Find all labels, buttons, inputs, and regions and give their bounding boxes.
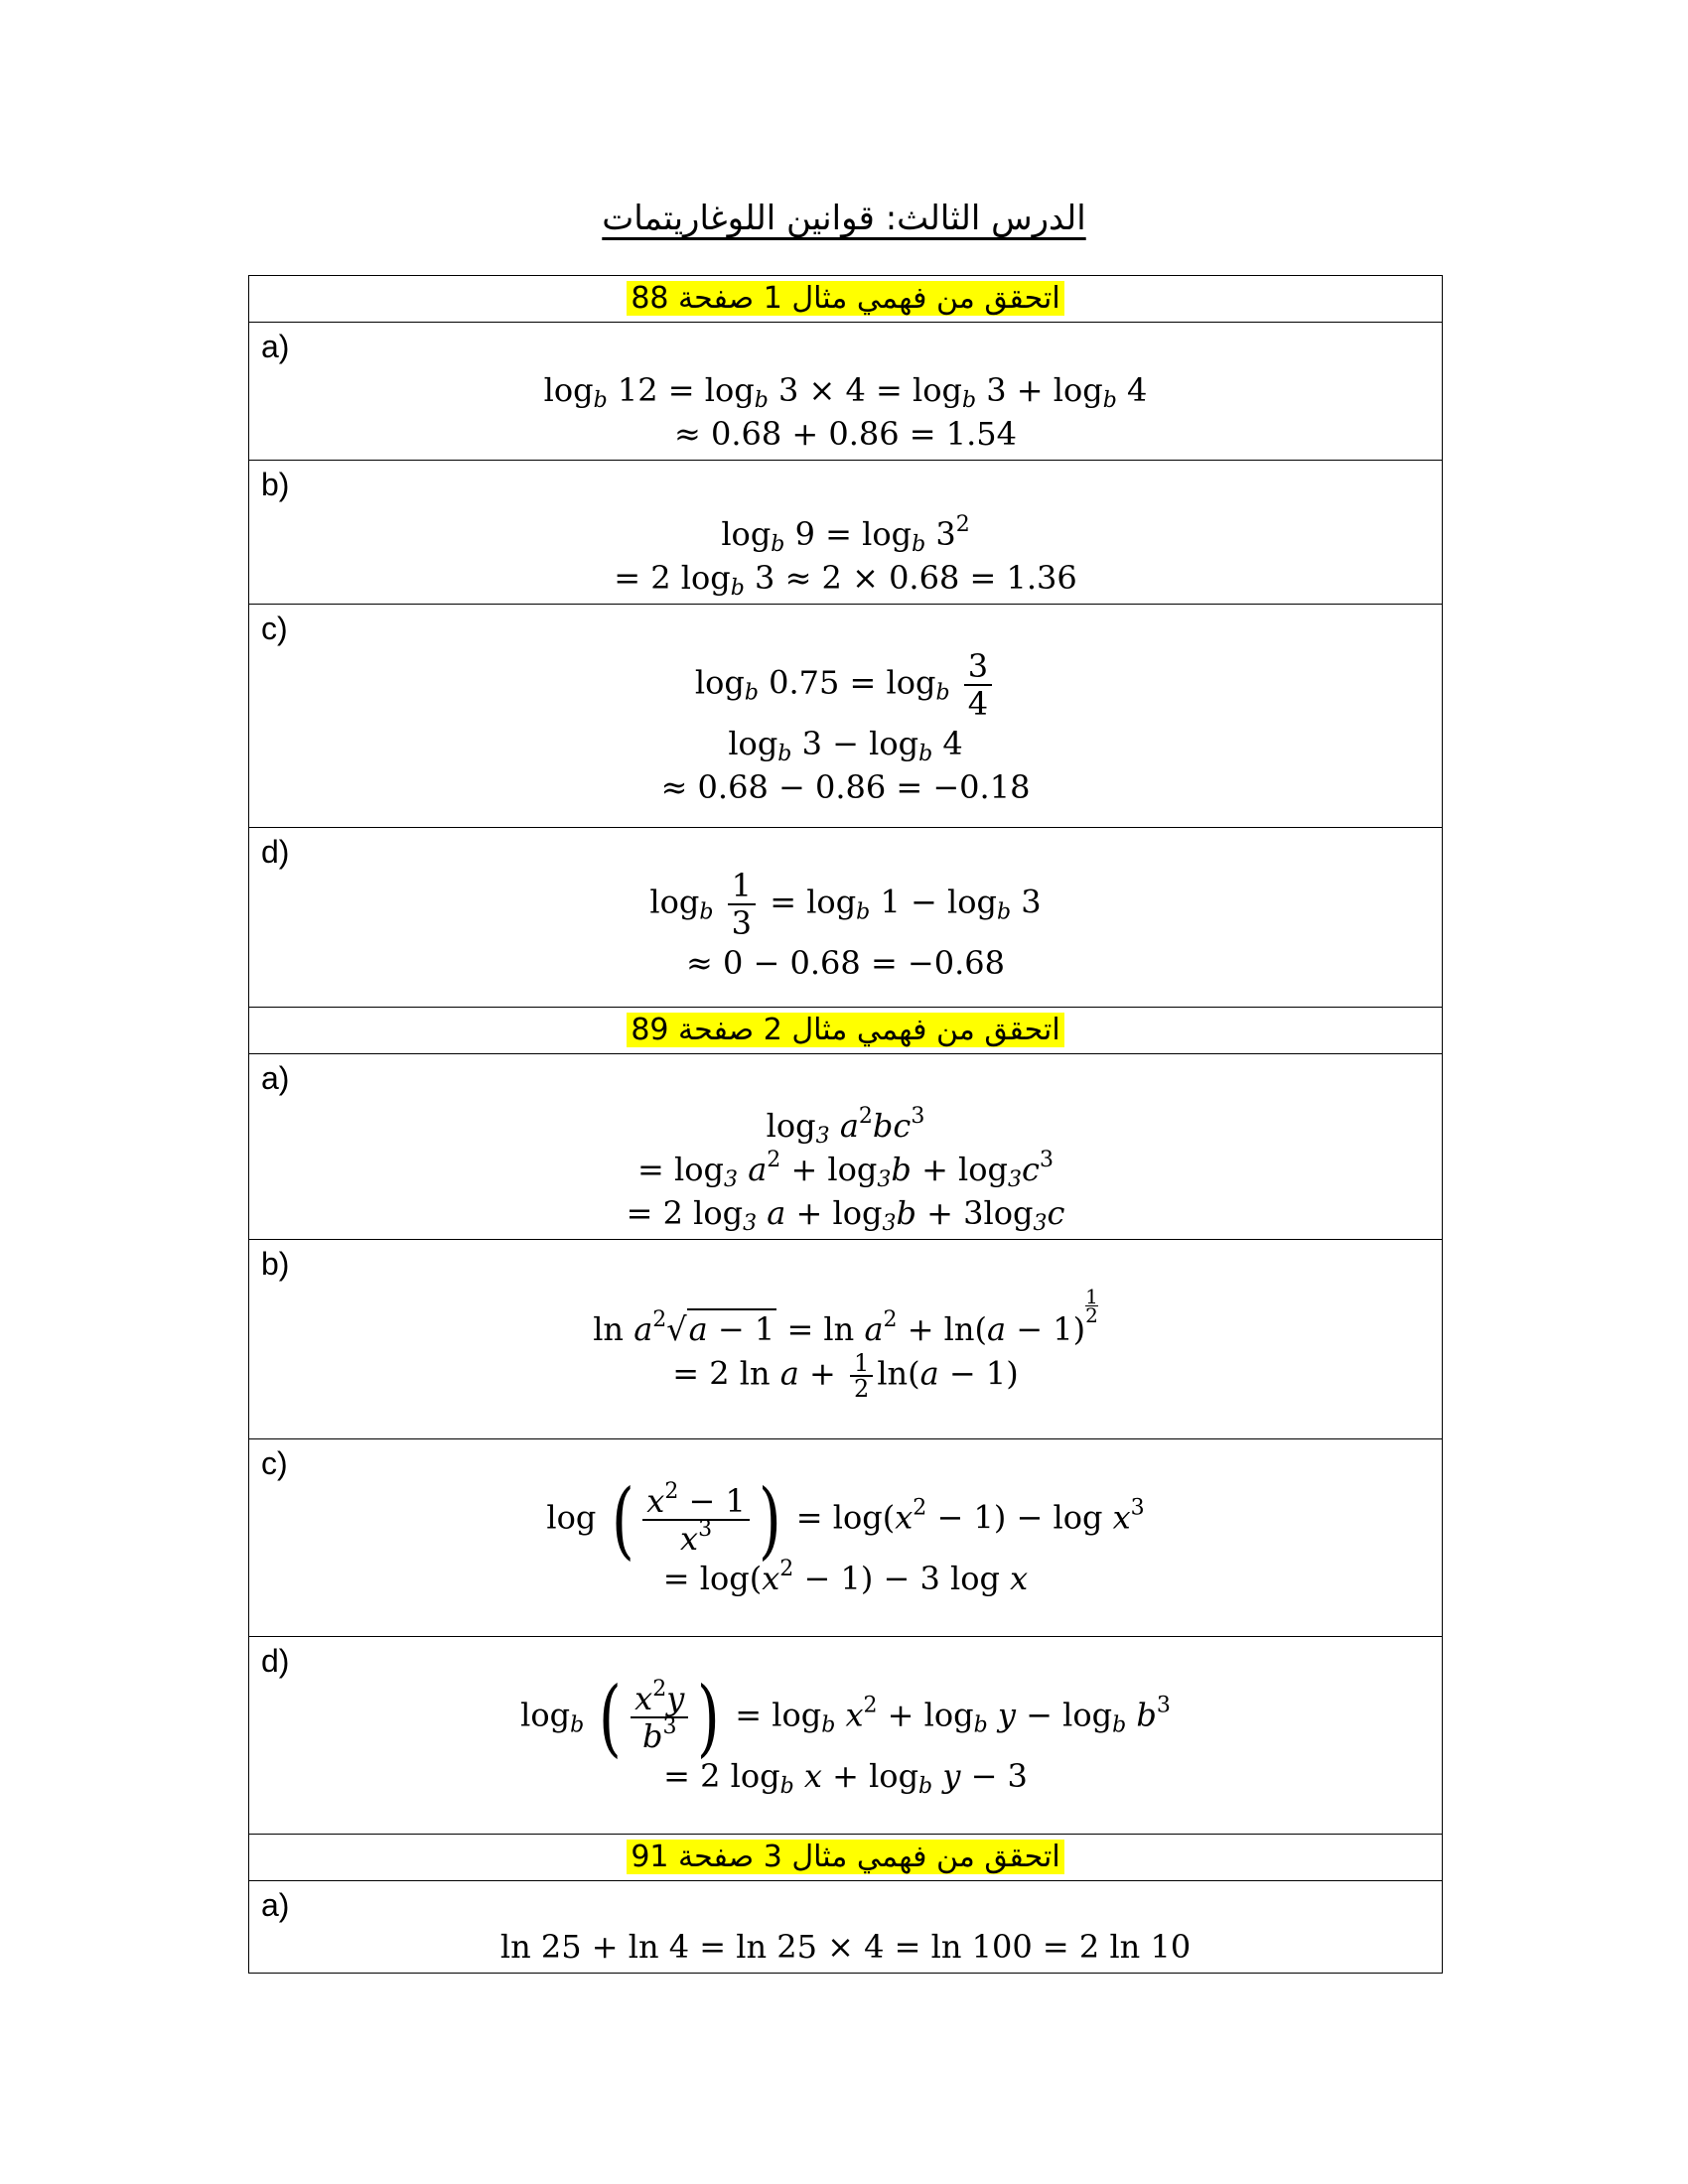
math-expression: $\ln a^2√a - 1 = \ln a^2 + \ln(a - 1)$ $\frac{1}{2}$ = 2 ln a + $\frac{1}{2}$ ln(a − 1) — [593, 1285, 1098, 1403]
exercise-label: a) — [261, 1887, 290, 1923]
exercise-label: c) — [261, 611, 288, 646]
section-header-row — [249, 1008, 1443, 1054]
math-expression: $\log_b$ $\frac{1}{3}$ = $\log_b 1 - \log_b 3$ ≈ 0 − 0.68 = −0.68 — [649, 867, 1042, 982]
section-header: اتحقق من فهمي مثال 2 صفحة 89 — [627, 1013, 1063, 1047]
exercise-row — [249, 1439, 1443, 1637]
exercise-label: d) — [261, 834, 290, 870]
page-title — [0, 199, 1688, 238]
exercise-label: b) — [261, 467, 290, 502]
exercise-row — [249, 1240, 1443, 1439]
math-expression: $\log_b$ ( $\frac{x^2y}{b^3}$ ) = $\log_b x^2 + \log_b y - \log_b b^3$ = 2 $\log_b x + \log_b y - 3$ — [520, 1669, 1171, 1799]
exercise-row — [249, 828, 1443, 1008]
page-title-text: الدرس الثالث: قوانين اللوغاريتمات — [602, 199, 1086, 238]
exercise-row — [249, 605, 1443, 828]
math-expression: ln 25 + ln 4 = ln 25 × 4 = ln 100 = 2 ln 10 — [499, 1928, 1192, 1966]
exercise-row — [249, 1881, 1443, 1974]
math-expression: $\log_b 0.75 = \log_b$ $\frac{3}{4}$ $\log_b 3 - \log_b 4$ ≈ 0.68 − 0.86 = −0.18 — [660, 647, 1031, 806]
exercise-label: a) — [261, 1060, 290, 1096]
math-expression: $\log_b 12 = \log_b 3 \times 4 = \log_b 3 + \log_b 4$ ≈ 0.68 + 0.86 = 1.54 — [543, 371, 1148, 453]
exercise-row — [249, 461, 1443, 605]
math-expression: $\log_b 9 = \log_b 3^2$ = 2 $\log_b 3 \approx 2 \times 0.68 = 1.36$ — [614, 512, 1077, 601]
section-header-row — [249, 276, 1443, 323]
exercise-row — [249, 1637, 1443, 1835]
exercise-label: d) — [261, 1643, 290, 1679]
math-expression: log ( $\frac{x^2 - 1}{x^3}$ ) = $\log(x^2 - 1) - \log x^3$ = $\log(x^2 - 1) - 3$ log x — [546, 1471, 1145, 1597]
exercise-row — [249, 323, 1443, 461]
math-expression: $\log_3 a^2bc^3$ = $\log_3 a^2 + \log_3b + \log_3c^3$ = 2 $\log_3 a + \log_3b + 3\log_3c$ — [626, 1104, 1065, 1236]
exercise-row — [249, 1054, 1443, 1240]
section-header: اتحقق من فهمي مثال 3 صفحة 91 — [627, 1840, 1063, 1874]
exercise-label: b) — [261, 1246, 290, 1282]
exercise-label: c) — [261, 1445, 288, 1481]
section-header-row — [249, 1835, 1443, 1881]
section-header: اتحقق من فهمي مثال 1 صفحة 88 — [627, 281, 1063, 316]
solutions-table — [248, 275, 1443, 1974]
exercise-label: a) — [261, 329, 290, 364]
